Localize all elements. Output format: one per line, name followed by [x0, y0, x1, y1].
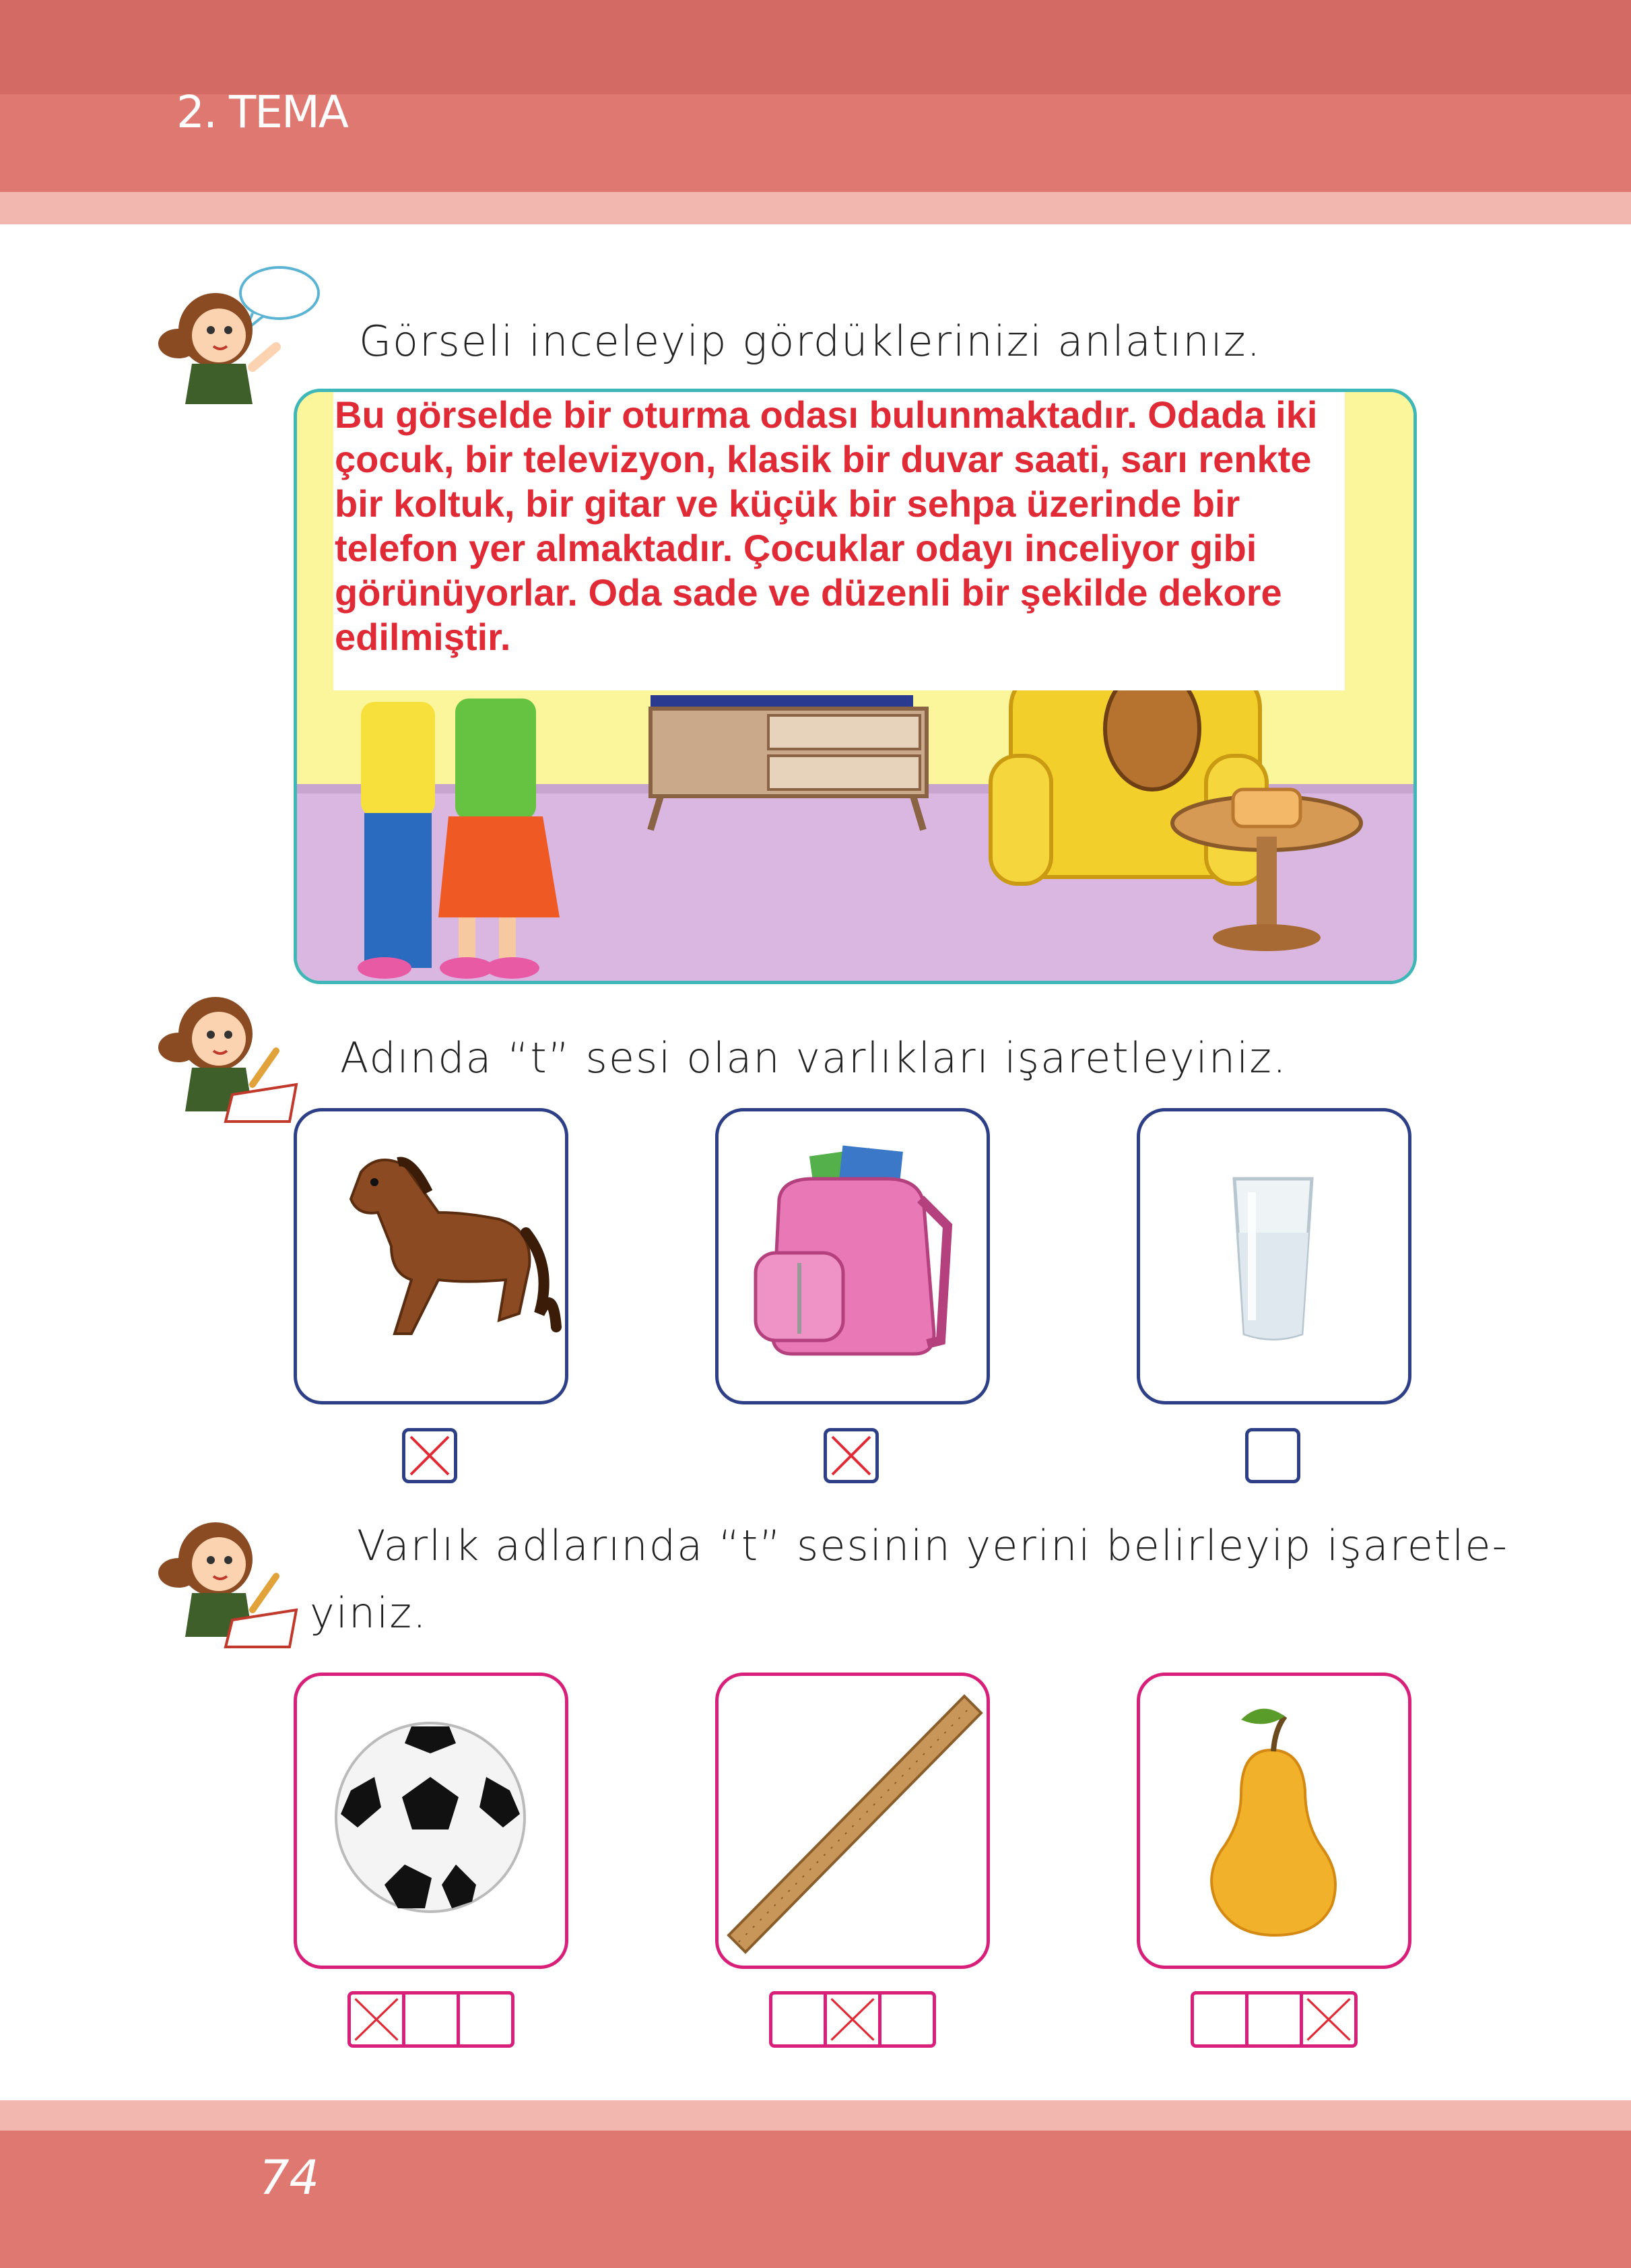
position-boxes-ruler: [769, 1991, 936, 2048]
cross-mark-icon: [1303, 1995, 1354, 2044]
position-box-2[interactable]: [827, 1995, 881, 2044]
checkbox-glass[interactable]: [1245, 1428, 1300, 1483]
position-box-2[interactable]: [405, 1995, 460, 2044]
glass-icon: [1140, 1111, 1408, 1401]
card-ball: [294, 1673, 568, 1969]
card-glass: [1137, 1108, 1411, 1404]
position-box-3[interactable]: [1303, 1995, 1354, 2044]
card-ruler: [715, 1673, 990, 1969]
card-pear: [1137, 1673, 1411, 1969]
card-horse: [294, 1108, 568, 1404]
footer-band: [0, 2131, 1631, 2268]
position-boxes-ball: [347, 1991, 514, 2048]
position-box-3[interactable]: [460, 1995, 511, 2044]
position-box-2[interactable]: [1249, 1995, 1303, 2044]
girl-writing-icon: [152, 1509, 306, 1650]
horse-icon: [297, 1111, 565, 1401]
position-box-1[interactable]: [772, 1995, 827, 2044]
instruction-3-line1: Varlık adlarında “t” sesinin yerini belirleyip işaretle-: [357, 1521, 1508, 1570]
cross-mark-icon: [827, 1995, 878, 2044]
position-box-1[interactable]: [1194, 1995, 1249, 2044]
soccer-ball-icon: [297, 1676, 565, 1966]
theme-title: 2. TEMA: [176, 86, 348, 138]
instruction-2: Adında “t” sesi olan varlıkları işaretleyiniz.: [340, 1033, 1288, 1082]
cross-mark-icon: [351, 1995, 402, 2044]
position-box-1[interactable]: [351, 1995, 405, 2044]
checkbox-bag[interactable]: [824, 1428, 879, 1483]
cross-mark-icon: [827, 1431, 875, 1480]
answer-text: Bu görselde bir oturma odası bulunmaktadır. Odada iki çocuk, bir televizyon, klasik bir duvar saati, sarı renkte bir koltuk, bir gitar ve küçük bir sehpa üzerinde bir telefon yer almaktadır. Çocuklar odayı inceliyor gibi görünüyorlar. Oda sade ve düzenli bir şekilde dekore edilmiştir.: [335, 393, 1318, 658]
pear-icon: [1140, 1676, 1408, 1966]
school-bag-icon: [719, 1111, 987, 1401]
header-top-band: [0, 0, 1631, 94]
cross-mark-icon: [405, 1431, 454, 1480]
footer-light-strip: [0, 2100, 1631, 2131]
page-number: 74: [259, 2150, 320, 2205]
girl-writing-icon: [152, 983, 306, 1125]
girl-speaking-icon: [152, 263, 327, 411]
checkbox-horse[interactable]: [402, 1428, 457, 1483]
instruction-1: Görseli inceleyip gördüklerinizi anlatınız.: [359, 317, 1262, 366]
header-light-strip: [0, 192, 1631, 224]
instruction-3-line2: yiniz.: [310, 1588, 428, 1638]
position-boxes-pear: [1191, 1991, 1358, 2048]
card-bag: [715, 1108, 990, 1404]
position-box-3[interactable]: [881, 1995, 933, 2044]
ruler-icon: [719, 1676, 987, 1966]
